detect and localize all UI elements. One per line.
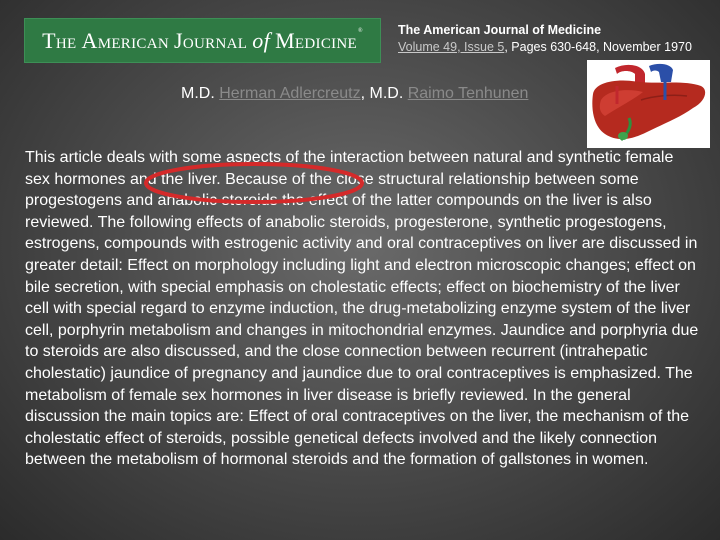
- citation-block: [398, 22, 703, 56]
- author-link-adlercreutz[interactable]: Herman Adlercreutz: [219, 85, 361, 102]
- liver-illustration-icon: [587, 60, 710, 148]
- volume-issue-link[interactable]: Volume 49, Issue 5: [398, 40, 505, 54]
- journal-name: The American Journal of Medicine: [398, 23, 602, 37]
- pages-date: , Pages 630-648, November 1970: [504, 40, 692, 54]
- journal-logo: [24, 18, 381, 63]
- author-separator: , M.D.: [360, 85, 408, 102]
- author-link-tenhunen[interactable]: Raimo Tenhunen: [407, 85, 529, 102]
- journal-logo-text: The American Journal of Medicine®: [42, 27, 363, 53]
- abstract-text: This article deals with some aspects of the interaction between natural and synthetic female sex hormones and the liver. Because of the close structural relationship between some progestogens and anabolic steroids the effect of the latter compounds on the liver is also reviewed. The following effects of anabolic steroids, progesterone, synthetic progestogens, estrogens, compounds with estrogenic activity and oral contraceptives on liver are discussed in greater detail: Effect on morphology including light and electron microscopic changes; effect on bile secretion, with special emphasis on cholestatic effects; effect on biochemistry of the liver cell with special regard to enzyme induction, the drug-metabolizing enzyme system of the liver cell, porphyrin metabolism and changes in mitochondrial enzymes. Jaundice and porphyria due to steroids are also discussed, and the close connection between recurrent (intrahepatic cholestatic) jaundice of pregnancy and jaundice due to oral contraceptives is emphasized. The metabolism of female sex hormones in liver disease is briefly reviewed. In the general discussion the main topics are: Effect of oral contraceptives on the liver, the mechanism of the cholestatic effect of steroids, possible genetical defects involved and the likely connection between the metabolism of hormonal steroids and the formation of gallstones in women.: [25, 149, 699, 469]
- authors-line: [181, 85, 528, 103]
- author-prefix: M.D.: [181, 85, 220, 102]
- liver-illustration: [587, 60, 710, 148]
